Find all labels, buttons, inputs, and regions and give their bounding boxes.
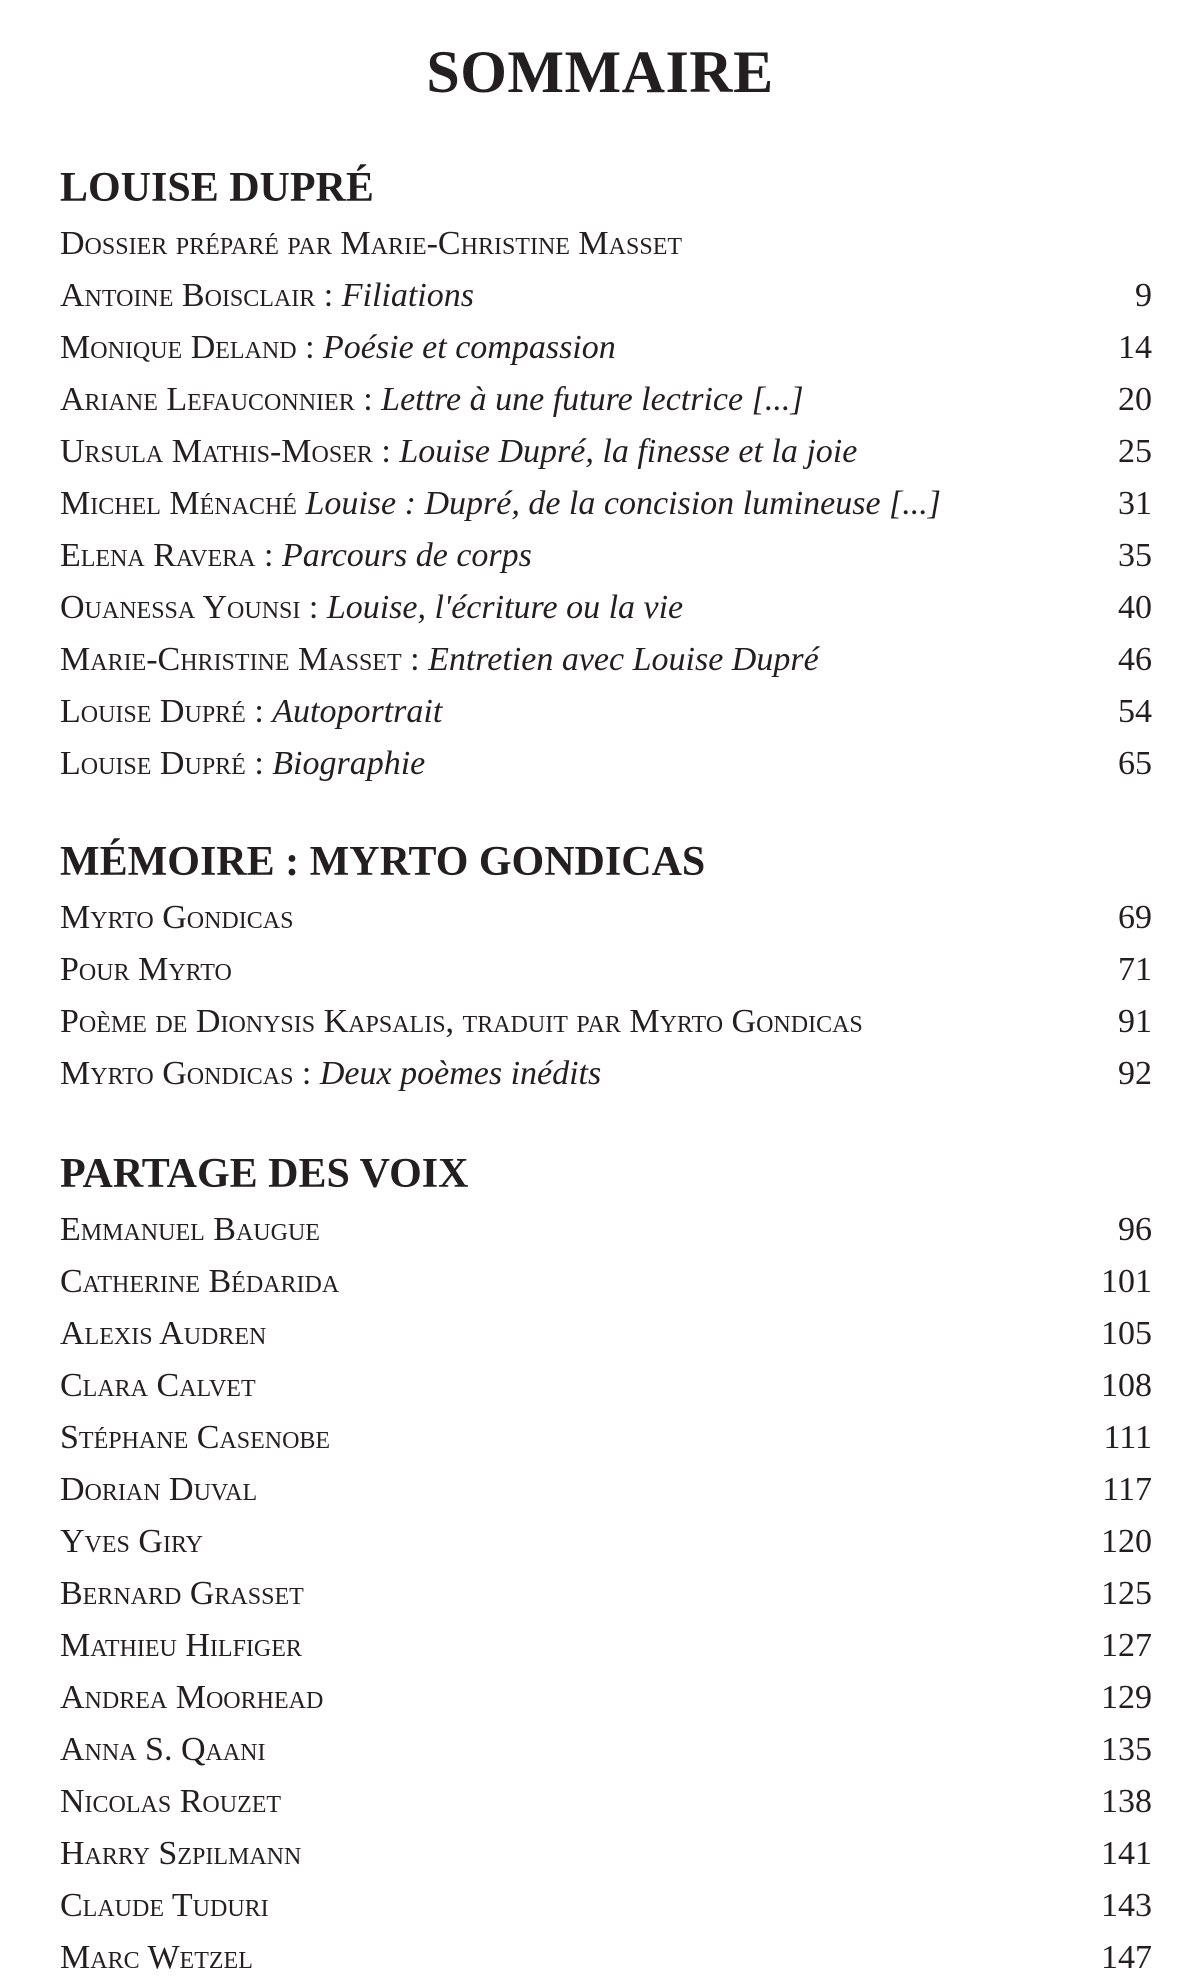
entry-page-number: 135 — [1101, 1731, 1152, 1768]
entry-text — [60, 1568, 304, 1620]
entry-title: Parcours de corps — [281, 537, 532, 574]
entry-text — [60, 1412, 330, 1464]
entry-author: Emmanuel Baugue — [60, 1211, 320, 1248]
entry-author: Alexis Audren — [60, 1315, 267, 1352]
entry-text — [60, 478, 941, 530]
entry-text — [60, 738, 425, 790]
entry-title: Louise Dupré, la finesse et la joie — [399, 433, 858, 470]
entry-author: Yves Giry — [60, 1523, 203, 1560]
entry-author: Michel Ménaché — [60, 485, 297, 522]
entry-page-number: 143 — [1101, 1887, 1152, 1924]
entry-title: Autoportrait — [272, 693, 443, 730]
entry-text — [60, 374, 804, 426]
toc-entry[interactable] — [60, 322, 1152, 374]
section-louise-dupre — [60, 158, 1152, 790]
entry-text — [60, 1048, 601, 1100]
entry-text — [60, 426, 857, 478]
entry-page-number: 117 — [1102, 1471, 1152, 1508]
entry-text — [60, 1776, 281, 1828]
toc-entry[interactable] — [60, 1360, 1152, 1412]
entry-page-number: 35 — [1118, 537, 1152, 574]
toc-entry[interactable] — [60, 1048, 1152, 1100]
toc-entry[interactable] — [60, 1672, 1152, 1724]
toc-entry[interactable] — [60, 1880, 1152, 1932]
toc-entry[interactable] — [60, 1204, 1152, 1256]
toc-entry[interactable] — [60, 1620, 1152, 1672]
entry-page-number: 108 — [1101, 1367, 1152, 1404]
entry-text — [60, 1204, 320, 1256]
entry-author: Ursula Mathis-Moser : — [60, 433, 391, 470]
entry-title: Louise, l'écriture ou la vie — [326, 589, 684, 626]
entry-author: Catherine Bédarida — [60, 1263, 340, 1300]
toc-entry[interactable] — [60, 1516, 1152, 1568]
toc-entry[interactable] — [60, 426, 1152, 478]
entry-text — [60, 944, 232, 996]
toc-entry[interactable] — [60, 944, 1152, 996]
entry-author: Marie-Christine Masset : — [60, 641, 420, 678]
entry-author: Antoine Boisclair : — [60, 277, 334, 314]
entry-author: Monique Deland : — [60, 329, 315, 366]
entry-author: Harry Szpilmann — [60, 1835, 302, 1872]
toc-entry[interactable] — [60, 530, 1152, 582]
section-partage-des-voix — [60, 1144, 1152, 1984]
page-title: SOMMAIRE — [426, 39, 774, 105]
entry-page-number: 65 — [1118, 745, 1152, 782]
entry-text — [60, 1308, 266, 1360]
entry-page-number: 120 — [1101, 1523, 1152, 1560]
toc-entry[interactable] — [60, 996, 1152, 1048]
entry-author: Myrto Gondicas : — [60, 1055, 312, 1092]
toc-entry[interactable] — [60, 1724, 1152, 1776]
toc-entry[interactable] — [60, 218, 1152, 270]
entry-page-number: 125 — [1101, 1575, 1152, 1612]
entry-text — [60, 892, 293, 944]
entry-text — [60, 1256, 339, 1308]
entry-page-number: 14 — [1118, 329, 1152, 366]
toc-entry[interactable] — [60, 738, 1152, 790]
entry-page-number: 91 — [1118, 1003, 1152, 1040]
entry-page-number: 92 — [1118, 1055, 1152, 1092]
entry-page-number: 111 — [1103, 1419, 1152, 1456]
toc-entry[interactable] — [60, 1256, 1152, 1308]
entry-page-number: 96 — [1118, 1211, 1152, 1248]
entry-text — [60, 1464, 257, 1516]
entry-author: Clara Calvet — [60, 1367, 256, 1404]
entry-author: Nicolas Rouzet — [60, 1783, 282, 1820]
entry-author: Poème de Dionysis Kapsalis, traduit par Myrto Gondicas — [60, 1003, 863, 1040]
entry-author: Dorian Duval — [60, 1471, 258, 1508]
entry-author: Dossier préparé par Marie-Christine Masset — [60, 225, 683, 262]
entry-page-number: 127 — [1101, 1627, 1152, 1664]
entry-text — [60, 530, 532, 582]
toc-entry[interactable] — [60, 582, 1152, 634]
entry-author: Mathieu Hilfiger — [60, 1627, 302, 1664]
entry-title: Entretien avec Louise Dupré — [428, 641, 819, 678]
entry-page-number: 31 — [1118, 485, 1152, 522]
toc-entry[interactable] — [60, 1932, 1152, 1984]
entry-text — [60, 1828, 301, 1880]
entry-text — [60, 270, 474, 322]
entry-author: Ouanessa Younsi : — [60, 589, 319, 626]
entry-text — [60, 582, 683, 634]
entry-title: Lettre à une future lectrice [...] — [381, 381, 804, 418]
toc-entry[interactable] — [60, 270, 1152, 322]
entry-author: Louise Dupré : — [60, 745, 264, 782]
entry-page-number: 9 — [1135, 277, 1152, 314]
toc-entry[interactable] — [60, 686, 1152, 738]
entry-author: Stéphane Casenobe — [60, 1419, 331, 1456]
section-heading: PARTAGE DES VOIX — [60, 1151, 469, 1197]
entry-title: Louise : Dupré, de la concision lumineuse [...] — [305, 485, 941, 522]
entry-page-number: 147 — [1101, 1939, 1152, 1976]
entry-text — [60, 1724, 266, 1776]
toc-entry[interactable] — [60, 1828, 1152, 1880]
toc-entry[interactable] — [60, 892, 1152, 944]
entry-author: Bernard Grasset — [60, 1575, 304, 1612]
entry-author: Marc Wetzel — [60, 1939, 253, 1976]
toc-entry[interactable] — [60, 1412, 1152, 1464]
entry-author: Claude Tuduri — [60, 1887, 269, 1924]
entry-author: Louise Dupré : — [60, 693, 264, 730]
toc-entry[interactable] — [60, 374, 1152, 426]
entry-author: Pour Myrto — [60, 951, 232, 988]
entry-text — [60, 1932, 253, 1984]
toc-entry[interactable] — [60, 1308, 1152, 1360]
entry-text — [60, 322, 616, 374]
entry-author: Ariane Lefauconnier : — [60, 381, 373, 418]
entry-title: Deux poèmes inédits — [319, 1055, 602, 1092]
entry-page-number: 129 — [1101, 1679, 1152, 1716]
entry-author: Andrea Moorhead — [60, 1679, 324, 1716]
toc-entry[interactable] — [60, 1776, 1152, 1828]
entry-title: Poésie et compassion — [323, 329, 616, 366]
section-heading: MÉMOIRE : MYRTO GONDICAS — [60, 839, 706, 885]
entry-page-number: 69 — [1118, 899, 1152, 936]
entry-text — [60, 686, 442, 738]
entry-text — [60, 1516, 203, 1568]
entry-text — [60, 1672, 323, 1724]
toc-entry[interactable] — [60, 1568, 1152, 1620]
entry-page-number: 138 — [1101, 1783, 1152, 1820]
entry-page-number: 105 — [1101, 1315, 1152, 1352]
section-memoire-myrto-gondicas — [60, 832, 1152, 1100]
entry-page-number: 141 — [1101, 1835, 1152, 1872]
entry-page-number: 46 — [1118, 641, 1152, 678]
entry-text — [60, 1620, 302, 1672]
entry-author: Anna S. Qaani — [60, 1731, 266, 1768]
toc-entry[interactable] — [60, 478, 1152, 530]
entry-text — [60, 1880, 269, 1932]
entry-text — [60, 1360, 256, 1412]
toc-entry[interactable] — [60, 1464, 1152, 1516]
entry-author: Elena Ravera : — [60, 537, 274, 574]
section-heading: LOUISE DUPRÉ — [60, 165, 374, 211]
toc-entry[interactable] — [60, 634, 1152, 686]
entry-page-number: 20 — [1118, 381, 1152, 418]
entry-page-number: 25 — [1118, 433, 1152, 470]
entry-title: Filiations — [341, 277, 474, 314]
entry-text — [60, 634, 819, 686]
entry-page-number: 54 — [1118, 693, 1152, 730]
entry-author: Myrto Gondicas — [60, 899, 294, 936]
entry-page-number: 101 — [1101, 1263, 1152, 1300]
entry-title: Biographie — [272, 745, 426, 782]
entry-text — [60, 996, 863, 1048]
entry-page-number: 40 — [1118, 589, 1152, 626]
entry-page-number: 71 — [1118, 951, 1152, 988]
entry-text — [60, 218, 682, 270]
